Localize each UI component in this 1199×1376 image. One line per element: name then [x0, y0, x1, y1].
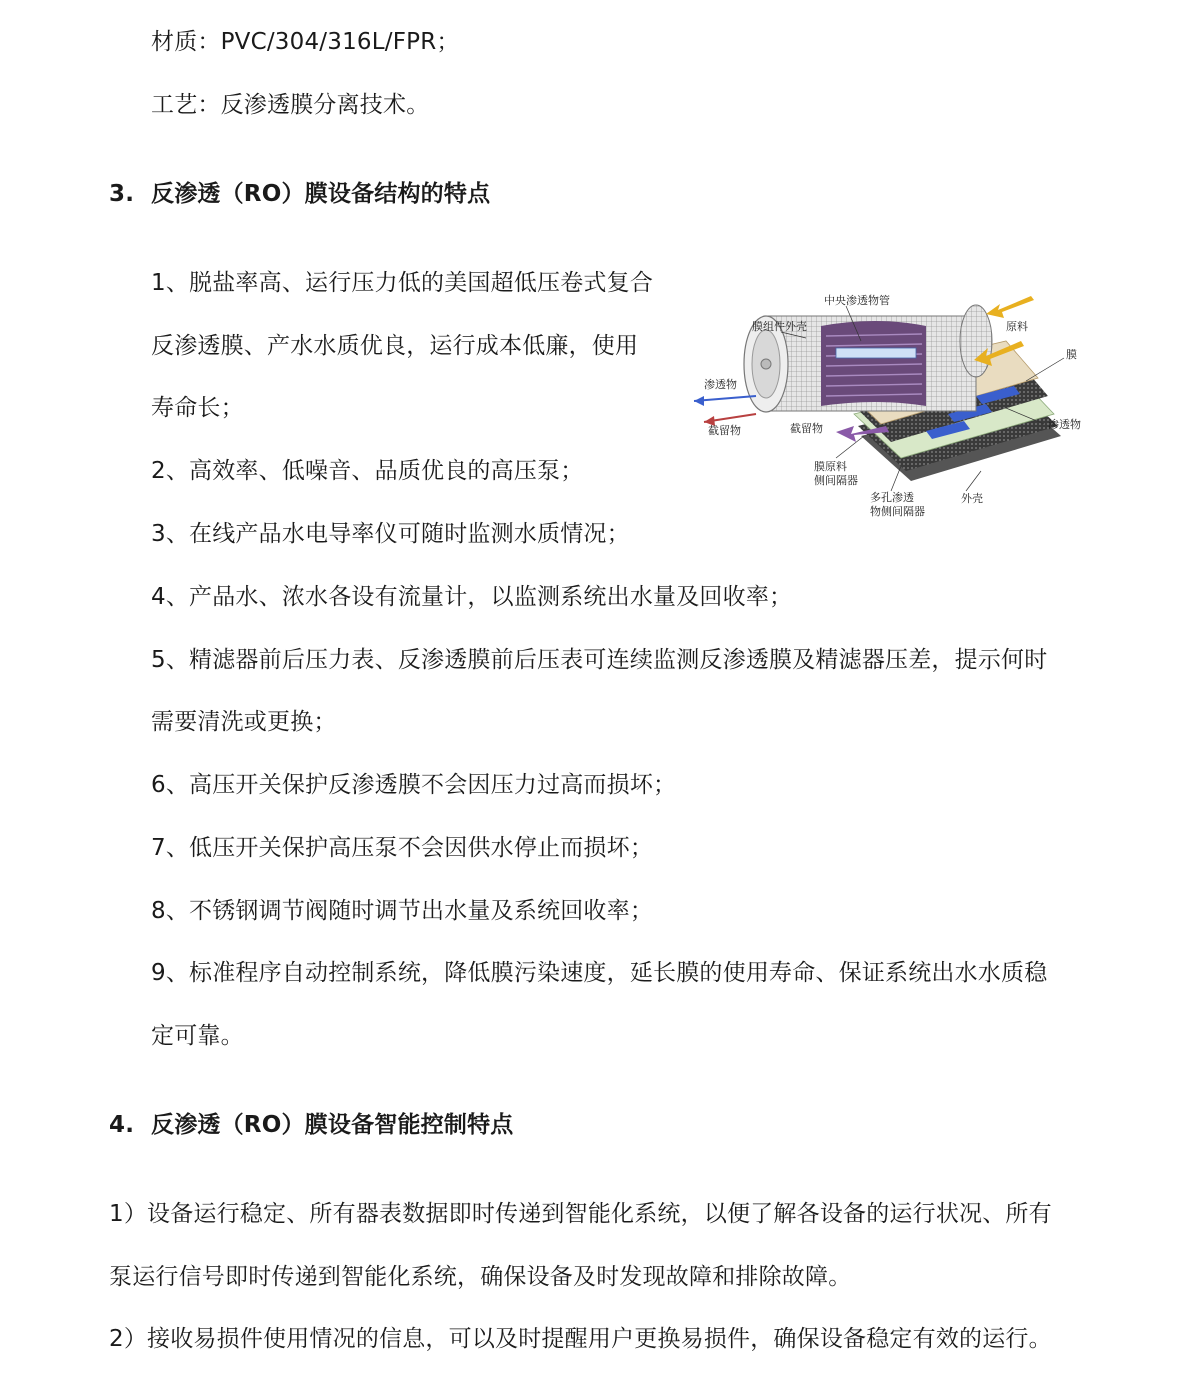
- leader-line: [966, 471, 981, 491]
- leader-line: [1026, 358, 1064, 381]
- feature-line: 6、高压开关保护反渗透膜不会因压力过高而损坏；: [151, 772, 677, 798]
- material-line: 材质：PVC/304/316L/FPR；: [151, 29, 460, 55]
- label-porous-2: 物侧间隔器: [870, 505, 925, 518]
- label-module-shell: 膜组件外壳: [752, 320, 807, 333]
- end-cap-hub: [761, 359, 771, 369]
- leader-line: [891, 466, 901, 491]
- section-4-number: 4.: [109, 1112, 135, 1138]
- feature-line: 5、精滤器前后压力表、反渗透膜前后压表可连续监测反渗透膜及精滤器压差，提示何时: [151, 647, 1048, 673]
- permeate-arrowhead: [694, 396, 704, 406]
- section-4-title: 反渗透（RO）膜设备智能控制特点: [151, 1112, 514, 1138]
- feature-line: 反渗透膜、产水水质优良，运行成本低廉，使用: [151, 333, 639, 359]
- label-feed: 原料: [1006, 320, 1028, 333]
- section-3-number: 3.: [109, 181, 135, 207]
- feature-line: 需要清洗或更换；: [151, 709, 337, 735]
- process-line: 工艺：反渗透膜分离技术。: [151, 92, 430, 118]
- feature-line: 3、在线产品水电导率仪可随时监测水质情况；: [151, 521, 630, 547]
- feature-line: 定可靠。: [151, 1023, 244, 1049]
- central-tube: [836, 348, 916, 358]
- feature-line: 8、不锈钢调节阀随时调节出水量及系统回收率；: [151, 898, 654, 924]
- label-central-tube: 中央渗透物管: [824, 294, 890, 307]
- label-membrane: 膜: [1066, 348, 1077, 361]
- section-3-heading: [109, 179, 490, 209]
- label-permeate-left: 渗透物: [704, 378, 737, 391]
- ro-membrane-diagram: [686, 286, 1094, 526]
- feature-line: 2、高效率、低噪音、品质优良的高压泵；: [151, 458, 584, 484]
- control-line: 1）设备运行稳定、所有器表数据即时传递到智能化系统，以便了解各设备的运行状况、所有: [109, 1201, 1052, 1227]
- end-cap-right: [960, 305, 992, 377]
- section-4-heading: [109, 1110, 513, 1140]
- label-retentate-left: 截留物: [708, 424, 741, 437]
- feature-line: 1、脱盐率高、运行压力低的美国超低压卷式复合: [151, 270, 654, 296]
- feature-line: 寿命长；: [151, 395, 244, 421]
- label-porous-1: 多孔渗透: [870, 491, 914, 504]
- label-retentate-mid: 截留物: [790, 422, 823, 435]
- label-outer-shell: 外壳: [961, 492, 983, 505]
- label-feed-spacer-1: 膜原料: [814, 460, 847, 473]
- control-line: 2）接收易损件使用情况的信息，可以及时提醒用户更换易损件，确保设备稳定有效的运行。: [109, 1326, 1052, 1352]
- label-permeate-right: 渗透物: [1048, 418, 1081, 431]
- leader-line: [836, 436, 864, 458]
- label-feed-spacer-2: 侧间隔器: [814, 474, 858, 487]
- feature-line: 9、标准程序自动控制系统，降低膜污染速度，延长膜的使用寿命、保证系统出水水质稳: [151, 960, 1048, 986]
- feature-line: 7、低压开关保护高压泵不会因供水停止而损坏；: [151, 835, 654, 861]
- feature-line: 4、产品水、浓水各设有流量计，以监测系统出水量及回收率；: [151, 584, 793, 610]
- control-line: 泵运行信号即时传递到智能化系统，确保设备及时发现故障和排除故障。: [109, 1264, 852, 1290]
- section-3-title: 反渗透（RO）膜设备结构的特点: [151, 181, 491, 207]
- feed-arrow-top: [986, 296, 1034, 318]
